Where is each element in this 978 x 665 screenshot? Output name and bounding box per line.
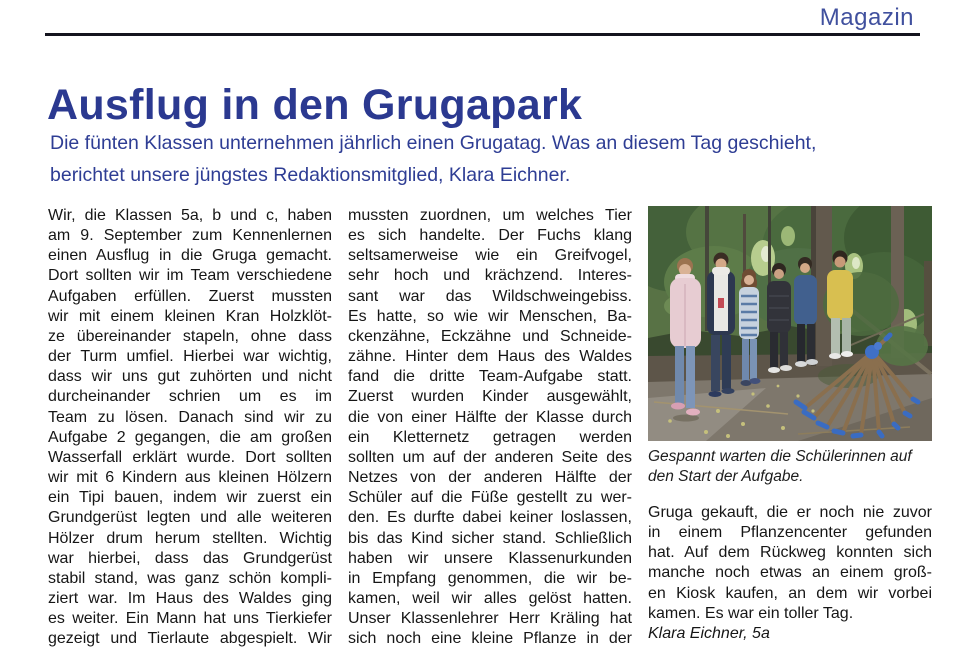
text-line: stabil stand, was ganz schön kompli- (48, 569, 332, 587)
text-line: einen Ausflug in die Gruga gemacht. (48, 247, 332, 265)
text-line: bis das Kind sicher stand. Schließlich (348, 529, 632, 547)
column-3-text (648, 503, 932, 624)
text-line: den Start der Aufgabe. (648, 468, 804, 485)
text-line: Netzes von der anderen Hälfte der (348, 469, 632, 487)
article-intro (50, 127, 910, 191)
text-line: Team zu lösen. Danach sind wir zu (48, 408, 332, 426)
column-1 (48, 206, 332, 649)
text-line: die von einer Hälfte der Klasse durch (348, 408, 632, 426)
text-line: Wasserfall erklärt wurde. Dort sollten (48, 448, 332, 466)
text-line: kamen, weil wir alles gelöst hatten. (348, 589, 632, 607)
text-line: Schüler auf die Füße gestellt zu wer- (348, 489, 632, 507)
text-line: ze übereinander stapeln, ohne dass (48, 327, 332, 345)
text-line: dass wir uns gut zuhörten und nicht (48, 368, 332, 386)
text-line: es weiter. Ein Mann hat uns Tierkiefer (48, 610, 332, 628)
text-line: fand die dritte Team-Aufgabe statt. (348, 368, 632, 386)
text-line: Gespannt warten die Schülerinnen auf (648, 448, 912, 465)
text-line: Zuerst wurden Kinder ausgewählt, (348, 388, 632, 406)
text-line: Dort sollten wir im Team verschiedene (48, 267, 332, 285)
text-line: Es hatte, so wie wir Menschen, Ba- (348, 307, 632, 325)
text-line: Hölzer drum herum stellten. Wichtig (48, 529, 332, 547)
text-line: in Empfang genommen, die wir be- (348, 569, 632, 587)
text-line: mussten zuordnen, um welches Tier (348, 207, 632, 224)
text-line: Die fünten Klassen unternehmen jährlich einen Grugatag. Was an diesem Tag geschieht, (50, 132, 817, 154)
text-line: wir mit 6 Kindern aus kleinen Hölzern (48, 469, 332, 487)
text-line: hat. Auf dem Rückweg konnten sich (648, 544, 932, 562)
text-line: manche noch etwas an einem groß- (648, 564, 932, 582)
text-line: Unser Klassenlehrer Herr Kräling hat (348, 610, 632, 628)
text-line: Aufgaben erfüllen. Zuerst mussten (48, 287, 332, 305)
text-line: wir mit einem kleinen Kran Holzklöt- (48, 307, 332, 325)
text-line: es sich handelte. Der Fuchs klang (348, 227, 632, 245)
header-rule (45, 33, 920, 36)
text-line: en Kiosk kaufen, an dem wir vorbei (648, 584, 932, 602)
text-line: ckenzähne, Eckzähne und Schneide- (348, 327, 632, 345)
text-line: gezeigt und Tierlaute abgespielt. Wir (48, 630, 332, 648)
photo-caption (648, 447, 932, 487)
text-line: seltsamerweise wie ein Greifvogel, (348, 247, 632, 265)
column-3 (648, 206, 932, 649)
text-line: berichtet unsere jüngstes Redaktionsmitglied, Klara Eichner. (50, 164, 571, 186)
text-line: Grundgerüst legten und alle weiteren (48, 509, 332, 527)
text-line: den. Es durfte dabei keiner loslassen, (348, 509, 632, 527)
article-photo-figure (648, 206, 932, 487)
text-line: sollten um auf der anderen Seite des (348, 448, 632, 466)
text-line: Gruga gekauft, die er noch nie zuvor (648, 504, 932, 521)
column-2 (348, 206, 632, 649)
text-line: durcheinander schrien um es im (48, 388, 332, 406)
article-title: Ausflug in den Grugapark (47, 80, 583, 129)
text-line: kamen. Es war ein toller Tag. (648, 604, 854, 622)
text-line: ein Tipi bauen, indem wir zuerst ein (48, 489, 332, 507)
text-line: sant war das Wildschweingebiss. (348, 287, 632, 305)
text-line: am 9. September zum Kennenlernen (48, 227, 332, 245)
text-line: ein Kletternetz getragen werden (348, 428, 632, 446)
text-line: haben wir unsere Klassenurkunden (348, 549, 632, 567)
text-line: ziert war. Im Haus des Waldes ging (48, 589, 332, 607)
article-byline: Klara Eichner, 5a (648, 624, 770, 642)
text-line: war hierbei, dass das Grundgerüst (48, 549, 332, 567)
text-line: zähne. Hinter dem Haus des Waldes (348, 348, 632, 366)
text-line: Aufgabe 2 gegangen, die am großen (48, 428, 332, 446)
text-line: Wir, die Klassen 5a, b und c, haben (48, 207, 332, 224)
text-line: sehr hoch und krächzend. Interes- (348, 267, 632, 285)
text-line: der Turm umfiel. Hierbei war wichtig, (48, 348, 332, 366)
article-photo (648, 206, 932, 441)
text-line: sich noch eine kleine Pflanze in der (348, 630, 632, 648)
article-body (48, 206, 932, 649)
section-label: Magazin (819, 4, 914, 31)
text-line: in einem Pflanzencenter gefunden (648, 524, 932, 542)
